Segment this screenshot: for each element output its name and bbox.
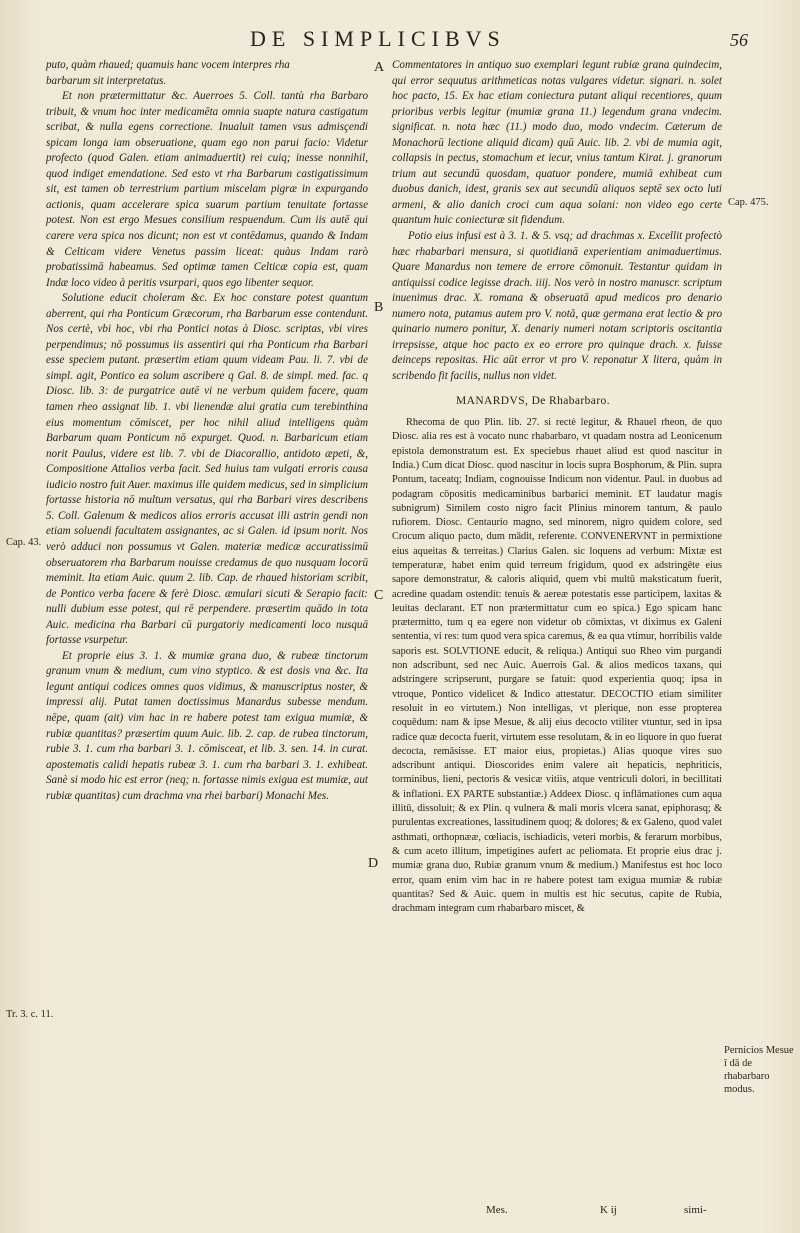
margin-note: Cap. 475. xyxy=(728,197,769,208)
catchword-left: Mes. xyxy=(486,1204,508,1216)
signature-mark: K ij xyxy=(600,1204,617,1216)
left-paragraph: Solutione educit choleram &c. Ex hoc constare potest quantum aberrent, qui rha Ponticum Græcorum, rha Barbarum esse contendunt. Nos certè, vbi hoc, vbi rha Pontici notas à Diosc. scriptas, vbi vires perpendimus; nō possumus iis assentiri qui rha Ponticum rha Barbari esse speciem putant. præsertim etiam quum videam Pau. li. 7. vbi de simpl. agit, Pontico ea solum ascribere q Gal. 8. de simpl. med. fac. q Diosc. lib. 3: de purgatrice autē vi ne verbum quidem facere, quam tamen rheo assignat lib. 1. vbi lienendæ alui gratia cum terebinthina eius momentum cōmiscet, per hoc nihil aliud intelligens quàm Barbarum quam Ponticum nō expurget. Quod. n. Barbaricum etiam norit Paulus, videre est lib. 7. vbi de Diacorallio, antidoto æpeti, &, Compositione Attalios verba facit. Sed huius tam vulgati erroris causa iudicio nostro fuit Auer. maximus ille quidem medicus, sed in simplicium fortasse historia nō multum versatus, qui rha Barbari vires describens 5. Coll. Galenum & medicos alios erroris accusat illi astrin gendi non etiam soluendi facultatem assignantes, ac si Galen. id ipsum norit. Nos verò adduci non possumus vt Galen. materiæ medicæ accuratissimū obseruatorem rha Barbarum nouisse credamus de quo nusquam locorū meminit. Ita etiam Auic. quum 2. lib. Cap. de rhaued historiam scribit, de Pontico verba facere & ferè Diosc. æmulari sicuti & Serapio facit: nulli dubium esse potest, qui rē perpendere. præsertim quādo in tota Auic. medicina rha Barbari cū purgatoriy medicamenti loco nusquā fortasse vsurpetur. xyxy=(46,292,368,647)
page-number: 56 xyxy=(730,30,748,50)
left-paragraph: puto, quàm rhaued; quamuis hanc vocem interpres rha xyxy=(46,59,290,71)
catchword-right: simi- xyxy=(684,1204,707,1216)
left-paragraph: Et proprie eius 3. 1. & mumiæ grana duo, & rubeæ tinctorum granum vnum & medium, cum vino styptico. & est dosis vna &c. Ita legunt antiqui codices omnes quos vidimus, & manuscriptus noster, & impressi alij. Putat tamen doctissimus Manardus subesse mendum. nēpe, quam (ait) vim hac in re habere potest tam exigua mumiæ, & rubiæ quantitas? præsertim quum Auic. lib. 2. cap. de rubea tinctorum, rubie 3. 1. cum rha barbari 3. 1. cōmisceat, et lib. 3. sen. 14. in curat. apostematis calidi hepatis rubeæ 3. 1. cum rha barbari 3. 1. exhibeat. Sanè si modo hic est error (neq; n. fortasse nimis exigua est mumiæ, aut rubiæ quantitas) cum drachma vna rhei barbari) Monachi Mes. xyxy=(46,649,368,802)
left-paragraph: barbarum sit interpretatus. xyxy=(46,74,167,87)
section-letter: A xyxy=(374,60,385,75)
left-column xyxy=(46,58,368,804)
right-paragraph: Rhecoma de quo Plin. lib. 27. si rectè legitur, & Rhauel rheon, de quo Diosc. alia res est à vocato nunc rhabarbaro, vt quadam nostra ad Leonicenum epistola demonstratum est. Ex speciebus rhauet aliud est quod nascitur in India.) Cum dicat Diosc. quod nascitur in locis supra Bosphorum, & Plin. supra Pontum, taceatq; Indiam, cognouisse Indicum non videntur. Paul. in duobus ad podagram cōpositis medicaminibus barbarici meminit. ET laudatur magis subnigrum) Similem costo nigro facit Plinius minorem tantum, & paulo rufiorem. Diosc. Centaurio magno, sed minorem, nigro quidem colore, sed Crocum aliquo pacto, dum mādit, referente. CONVENERVNT in permixtione eius aqueitas & terreitas.) Clarius Galen. sic loquens ad verbum: Mixtæ est temperaturæ, habet enim quid terreum frigidum, quod ex adstringēte eius sapore demonstratur, & caloris aliquid, quem vbi multū maksticatum fuerit, acredine quadam ostendit: tenuis & aereæ potestatis esse participem, laxitas & leuitas declarant. ET non prætermittatur cum eo spica.) Ego spicam hanc prætermitto, tum q ea egere non videtur ob cōmixtas, vt diximus ex Galeni sententia, vi res: tum quod vera spica caremus, & ea qua vtimur, horribilis valde saporis est. SOLVTIONE educit, & reliqua.) Antiqui suo Rheo vim purgandi non adscribunt, sed nec Auic. Auerrois Gal. & alios medicos taxans, qui adstringere scripserunt, purgare se fatuit: quod experientia quoq; ipsa in vtroque, Pontico videlicet & Indico attestatur. DECOCTIO etiam similiter resoluit in eo virtutem.) Non intelligas, vt plerique, non esse propterea coquēdum: nam & ipse Mesue, & alij eius decocto vtiliter vtuntur, sed in ipsa radice quæ decocta fuerit, virtutem esse resolutam, & in eo liquore in quo fuerat decocta, remāsisse. ET maior eius, propietas.) Alias quoque vires suo adscribunt antiqui. Dioscorides enim valere ait hepaticis, nephriticis, torminibus, lieni, pectoris & vesicæ vitiis, atque ventriculi dolori, in becillitati & inflationi. EX PARTE substantiæ.) Addeex Diosc. q inflāmationes cum aqua illitū, dissoluit; & ex Plin. q vulnera & mali moris vlcera sanat, epiphorasq; & purulentas excreationes, lassitudinem quoq; & dolores; & ex Galeno, quod valet asthmati, orthopnææ, cœliacis, ischiadicis, veteri morbis, & ferarum morbibus, & cum aceto illitum, impetigines aufert ac peliomata. Et proprie eius drac j. mumiæ grana duo, Rubiæ granum vnum & medium.) Manifestus est hoc loco error, quam enim vim hac in re habere potest tam exigua mumiæ & rubiæ quantitas? Sed & Auic. quem in multis est hic secutus, capite de Rubia, drachmam integram cum rhabarbaro miscet, & xyxy=(392,417,722,915)
section-letter: B xyxy=(374,300,384,315)
section-heading: MANARDVS, De Rhabarbaro. xyxy=(456,395,610,408)
right-paragraph: Potio eius infusi est à 3. 1. & 5. vsq; ad drachmas x. Excellit profectò hæc rhabarbari mensura, si quotidianā experientiam animaduertimus. Quare Manardus non temere de errore cōmonuit. Testantur quidam in antiquissi codice legisse drach. iiij. Nos verò in nostro manuscr. scriptum inuenimus drac. X. romana & obseruatā apud medicos pro denario numero nota, putamus autem pro V. notā, quæ germana erat lectio & pro quinario numero ponitur, X. denariy numeri notam scriptoris oscitantia irrepsisse, atque hoc pacto ex eo errore pro quinque drach. x. fuisse deinceps repositas. Hic aūt error vt pro V. reponatur X litera, quàm in scribendo fit facilis, nullus non videt. xyxy=(392,230,722,382)
right-paragraph: Commentatores in antiquo suo exemplari legunt rubiæ grana quindecim, qui error sequutus arithmeticas notas vulgares videtur. signari. n. solet hoc pacto, 15. Ex hac etiam coniectura putant aliqui recentiores, quum prioribus verbis legitur (mumiæ grana 11.) legendum grana vndecim. significat. n. nota hæc (11.) modo duo, modo vndecim. Cæterum de Monachorū lectione aliquid dicam) quū Auic. lib. 2. vbi de mumia agit, collapsis in pectus, stomachum et iecur, vnius tantum Kirat. j. granorum trium aut secundū quosdam, quatuor pondere, mumiā exhibeat cum duobus danich, idest, granis sex aut secundū aliquos septē sex octo luti armeni, & alio danich croci cum aqua solani: non video ego certe quantum huic coniecturæ sit fidendum. xyxy=(392,59,722,227)
page-header xyxy=(0,22,800,58)
margin-note: Tr. 3. c. 11. xyxy=(6,1009,54,1020)
margin-note: Pernicios Mesue ī dā de rhabarbaro modus. xyxy=(724,1045,794,1095)
running-head: DE SIMPLICIBVS xyxy=(250,26,506,51)
right-column xyxy=(392,58,722,916)
section-letter: C xyxy=(374,588,384,603)
section-letter: D xyxy=(368,856,379,871)
margin-note: Cap. 43. xyxy=(6,537,42,548)
left-paragraph: Et non prætermittatur &c. Auerroes 5. Coll. tantù rha Barbaro tribuit, & vnum hoc inter medicamēta omnia suapte natura castigatum scribat, & nulla egens correctione. Inualuit tamen vsus admisçendi spicam longa iam obseruatione, quam ego non parui facio: Videtur profecto (quod Galen. etiam animaduertit) rei cuiq; inesse nonnihil, quod indiget emendatione. Sed esto vt rha Barbarum castigatissimum sit, est tamen ob terrestrium partium miscelam pigræ in expurgando actionis, quam accelerare spica suarum partium tenuitate fortasse potest. Non est ergo Mesues consilium respuendum. Cum iis autē qui carere vera spica nos dicunt; non est vt contēdamus, quando & Indam & Celticam videre Venetus passim liceat: quàus Indam rarò probatissimā habeamus. Sed optimæ tamen Celticæ copia est, quam Indæ loco video à peritis vsurpari, quos ego libenter sequor. xyxy=(46,90,368,289)
